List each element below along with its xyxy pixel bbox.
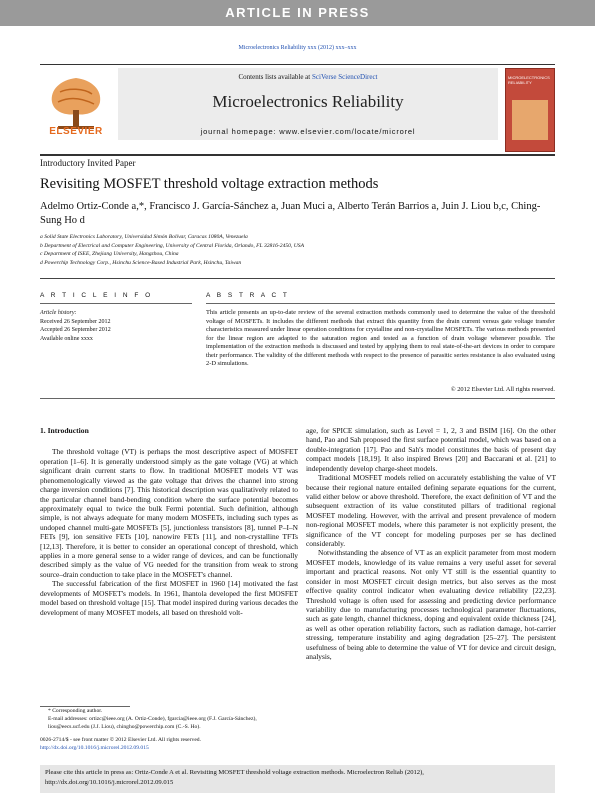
cover-image [512,100,548,140]
email-addresses: E-mail addresses: ortizc@ieee.org (A. Ortiz-Conde), fgarcia@ieee.org (F.J. García-Sánchez), liou@eecs.ucf.edu (J.J. Liou), chingho@powerchip.com (C.-S. Ho). [48,716,257,730]
article-metadata [40,737,298,752]
article-type: Introductory Invited Paper [40,158,136,168]
affiliations [40,233,555,267]
journal-title: Microelectronics Reliability [212,92,404,111]
doi-link[interactable]: http://dx.doi.org/10.1016/j.microrel.2012.09.015 [40,744,149,751]
article-title: Revisiting MOSFET threshold voltage extraction methods [40,176,379,192]
article-info-rule [40,303,192,304]
affiliation-c: c Department of ISEE, Zhejiang University, Hangzhou, China [40,251,179,258]
contents-line [118,73,498,81]
affiliation-b: b Department of Electrical and Computer Engineering, University of Central Florida, Orlando, FL 32816-2450, USA [40,242,305,249]
abstract-bottom-rule [40,398,555,399]
abstract-text: This article presents an up-to-date review of the several extraction methods commonly used to determine the value of the threshold voltage of MOSFETs. It includes the different methods that extract this quantity from the drain current versus gate voltage transfer characteristics measured under linear operation conditions for crystalline and non-crystalline MOSFETs. The various methods presented for the linear region are adapted to the saturation region and tested as a function of drain voltage whenever possible. The implementation of the extraction methods is discussed and tested by applying them to real state-of-the-art devices in order to compare their performance. The validity of the different methods with respect to the presence of parasitic series resistance is also evaluated using 2-D simulations. [206,309,555,367]
corresponding-author-note: * Corresponding author. [48,708,103,714]
history-label: Article history: [40,310,77,316]
online-date: Available online xxxx [40,335,93,342]
author-list: Adelmo Ortiz-Conde a,*, Francisco J. García-Sánchez a, Juan Muci a, Alberto Terán Barrios a, Juin J. Liou b,c, Ching-Sung Ho d [40,201,541,226]
sciencedirect-link[interactable]: SciVerse ScienceDirect [312,73,378,81]
affiliation-d: d Powerchip Technology Corp., Hsinchu Science-Based Industrial Park, Hsinchu, Taiwan [40,259,242,266]
citation-text[interactable]: Please cite this article in press as: Ortiz-Conde A et al. Revisiting MOSFET threshold voltage extraction methods. Microelectron Reliab (2012), http://dx.doi.org/10.1016/j.microrel.2012.09.015 [45,769,424,786]
section-heading-introduction: 1. Introduction [40,426,89,435]
contents-prefix: Contents lists available at [238,73,312,81]
affiliation-a: a Solid State Electronics Laboratory, Universidad Simón Bolívar, Caracas 1080A, Venezuela [40,234,248,240]
body-paragraph: Notwithstanding the absence of VT as an explicit parameter from most modern MOSFET models, knowledge of its value remains a very useful asset for several important and practical reasons. Not only VT still is the essential quantity to consider in most MOSFET circuit design metrics, but also serves as the most effective quality control indicator when evaluating device reliability [22,23]. Threshold voltage is often used for assessing and predicting device performance variability due to manufacturing processes technological parameter fluctuations, such as gate length, channel thickness, doping and equivalent oxide thickness [24], as well as other operation reliability factors, such as radiation damage, hot-carrier stressing, temperature instability and aging degradation [25–27]. The persistent usefulness of being able to determine the value of VT for device and circuit design, analysis, [306,548,556,662]
received-date: Received 26 September 2012 [40,318,111,325]
body-paragraph: The successful fabrication of the first MOSFET in 1960 [14] motivated the fast developments of MOSFET's models. In 1961, Ihantola developed the first MOSFET model based on threshold voltage [15]. That model inspired during various decades the development of many MOSFET models, all based on threshold volt- [40,579,298,617]
header-rule [40,154,555,156]
copyright: © 2012 Elsevier Ltd. All rights reserved. [450,386,555,393]
body-right-column [306,426,556,662]
abstract-rule [206,303,555,304]
cover-title: MICROELECTRONICS RELIABILITY [508,75,550,85]
article-in-press-banner: ARTICLE IN PRESS [0,0,595,26]
article-history [40,309,192,343]
abstract-heading: A B S T R A C T [206,292,290,299]
body-left-column [40,426,298,617]
header-top-rule [40,64,555,65]
affiliation-rule [40,278,555,279]
journal-homepage[interactable]: journal homepage: www.elsevier.com/locate/microrel [200,127,416,136]
publisher-name: ELSEVIER [49,126,103,137]
accepted-date: Accepted 26 September 2012 [40,327,111,334]
journal-reference-link[interactable]: Microelectronics Reliability xxx (2012) xxx–xxx [238,45,357,51]
body-paragraph: age, for SPICE simulation, such as Level = 1, 2, 3 and BSIM [16]. On the other hand, Pao and Sah proposed the first surface potential model, which was based on a double-integration [17]. Pao and Sah's model constitutes the basis of present day compact models [18,19]. It also inspired Brews [20] and Baccarani et al. [21] to independently develop charge-sheet models. [306,426,556,473]
article-info-heading: A R T I C L E I N F O [40,292,153,299]
body-paragraph: Traditional MOSFET models relied on accurately establishing the value of VT because their regional nature entailed defining separate equations for the current, valid either below or above threshold. Therefore, the exact definition of VT and the subsequent extraction of its value constituted pillars of traditional regional MOSFET modeling. However, with the arrival and present prevalence of modern non-regional MOSFET models, where this parameter is not explicitly present, the significance of the VT concept for modeling purposes per se has declined considerably. [306,473,556,549]
issn-line: 0026-2714/$ - see front matter © 2012 Elsevier Ltd. All rights reserved. [40,737,201,743]
footnote [40,707,298,731]
body-paragraph: The threshold voltage (VT) is perhaps the most descriptive aspect of MOSFET operation [1–6]. It is generally understood simply as the gate voltage (VG) at which significant drain current starts to flow. In traditional MOSFET models VT was phenomenologically viewed as the gate voltage that drives the channel into strong charge inversion conditions [7]. This historical description was qualitatively related to the particular channel band-bending condition where the surface potential becomes approximately equal to twice the bulk Fermi potential. Such definition, although simple, is not always adequate for many modern MOSFETs, including such types as undoped channel multi-gate MOSFETs [5], junctionless transistors [8], tunnel P–I–N FETs [9], ion sensitive FETs [10], nanowire FETs [11], and non-crystalline TFTs [12,13]. Therefore, it is better to consider an operational concept of threshold, which applies in a more general sense to a wider range of devices, and can be functionally described simply as the value of VG needed for the transition from weak to strong source–drain conduction to take place in the MOSFET's channel. [40,447,298,579]
